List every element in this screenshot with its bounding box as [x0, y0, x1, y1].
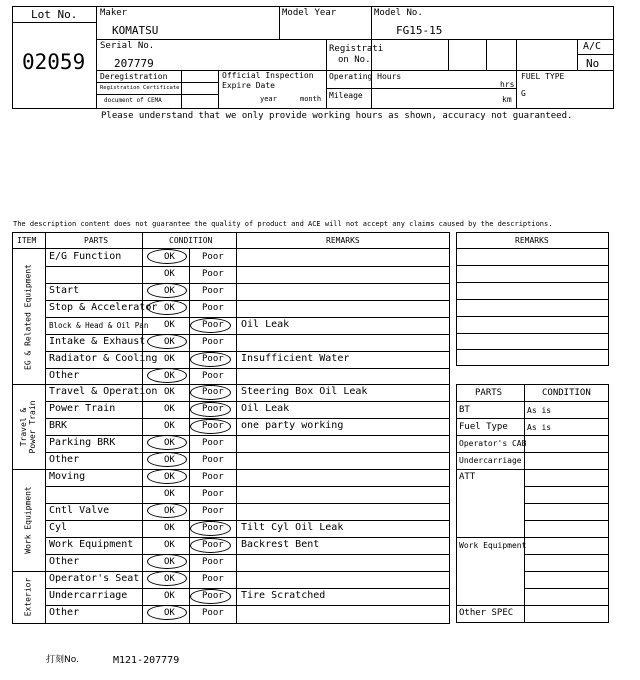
condition-poor: Poor — [202, 438, 224, 448]
description-notice: The description content does not guarantee the quality of product and ACE will not accept any claims caused by the descriptions. — [13, 220, 553, 228]
selected-condition-circle — [147, 368, 187, 383]
side-part-att: ATT — [459, 472, 476, 482]
condition-selector — [142, 486, 236, 502]
header-divider — [96, 70, 613, 71]
condition-ok: OK — [164, 404, 175, 414]
condition-selector — [142, 469, 236, 485]
selected-condition-circle — [190, 538, 231, 553]
condition-selector — [142, 317, 236, 333]
model-year-label: Model Year — [282, 8, 337, 18]
item-header: ITEM — [17, 236, 37, 245]
row-divider — [456, 333, 608, 334]
condition-selector — [142, 368, 236, 384]
row-divider — [45, 503, 449, 504]
side-part-work-equipment: Work Equipment — [459, 541, 527, 550]
row-divider — [45, 435, 449, 436]
condition-poor: Poor — [202, 303, 224, 313]
row-divider — [456, 349, 608, 350]
header-divider — [218, 70, 219, 108]
selected-condition-circle — [147, 435, 187, 450]
deregistration-label: Deregistration — [100, 72, 168, 81]
header-divider — [326, 39, 327, 108]
remark-text: Oil Leak — [241, 319, 290, 330]
row-divider — [456, 299, 608, 300]
row-divider — [45, 537, 449, 538]
condition-selector — [142, 384, 236, 400]
condition-ok: OK — [164, 557, 175, 567]
side-remarks-header: REMARKS — [515, 236, 549, 245]
header-divider — [448, 39, 449, 70]
row-divider — [456, 469, 608, 470]
row-divider — [456, 248, 608, 249]
registration-label: Registrati — [329, 44, 384, 54]
condition-poor: Poor — [202, 455, 224, 465]
selected-condition-circle — [147, 554, 187, 569]
header-divider — [326, 88, 516, 89]
part-name: Travel & Operation — [49, 386, 158, 397]
header-divider — [12, 22, 96, 23]
selected-condition-circle — [190, 352, 231, 367]
condition-poor: Poor — [202, 608, 224, 618]
condition-ok: OK — [164, 472, 175, 482]
registration-certificate-label: Registration Certificate — [100, 85, 180, 91]
parts-header: PARTS — [84, 236, 109, 245]
condition-selector — [142, 452, 236, 468]
remark-text: Tilt Cyl Oil Leak — [241, 522, 344, 533]
part-name: Undercarriage — [49, 590, 128, 601]
condition-ok: OK — [164, 574, 175, 584]
condition-ok: OK — [164, 387, 175, 397]
part-name: Radiator & Cooling — [49, 353, 158, 364]
fuel-type-value: G — [521, 89, 526, 98]
condition-ok: OK — [164, 337, 175, 347]
row-divider — [456, 316, 608, 317]
condition-selector — [142, 520, 236, 536]
side-condition-bt: As is — [527, 406, 552, 415]
condition-ok: OK — [164, 523, 175, 533]
condition-poor: Poor — [202, 404, 224, 414]
row-divider — [45, 401, 449, 402]
part-name: Other — [49, 370, 80, 381]
selected-condition-circle — [190, 385, 231, 400]
stamp-value: M121-207779 — [113, 655, 180, 666]
condition-poor: Poor — [202, 354, 224, 364]
side-part-undercarriage: Undercarriage — [459, 456, 522, 465]
row-divider — [45, 418, 449, 419]
condition-selector — [142, 283, 236, 299]
part-name: Stop & Accelerator — [49, 302, 158, 313]
month-label: month — [300, 95, 322, 103]
condition-poor: Poor — [202, 337, 224, 347]
inspection-label: Official Inspection — [222, 71, 314, 80]
part-name: Moving — [49, 471, 86, 482]
row-divider — [456, 282, 608, 283]
remark-text: Backrest Bent — [241, 539, 320, 550]
maker-label: Maker — [100, 8, 128, 18]
section-label — [13, 469, 43, 571]
section-name: Work Equipment — [23, 486, 33, 554]
condition-ok: OK — [164, 438, 175, 448]
condition-poor: Poor — [202, 320, 224, 330]
mileage-label: Mileage — [329, 91, 363, 100]
row-divider — [456, 265, 608, 266]
header-divider — [96, 39, 613, 40]
selected-condition-circle — [190, 419, 231, 434]
selected-condition-circle — [147, 503, 187, 518]
year-label: year — [260, 95, 277, 103]
condition-selector — [142, 503, 236, 519]
selected-condition-circle — [190, 402, 231, 417]
registration-label: on No. — [338, 55, 371, 65]
selected-condition-circle — [147, 334, 187, 349]
model-no-value: FG15-15 — [396, 24, 443, 37]
selected-condition-circle — [147, 571, 187, 586]
condition-ok: OK — [164, 421, 175, 431]
row-divider — [45, 283, 449, 284]
condition-poor: Poor — [202, 371, 224, 381]
part-name: Other — [49, 454, 80, 465]
row-divider — [456, 401, 608, 402]
condition-ok: OK — [164, 371, 175, 381]
section-name: Travel & Power Train — [19, 400, 37, 453]
condition-poor: Poor — [202, 252, 224, 262]
section-name: EG & Related Equipment — [23, 263, 33, 370]
row-divider — [524, 571, 608, 572]
condition-poor: Poor — [202, 557, 224, 567]
condition-poor: Poor — [202, 523, 224, 533]
maker-value: KOMATSU — [112, 24, 159, 37]
header-divider — [279, 6, 280, 39]
side-part-other-spec: Other SPEC — [459, 608, 514, 618]
selected-condition-circle — [147, 452, 187, 467]
row-divider — [456, 418, 608, 419]
condition-selector — [142, 418, 236, 434]
section-label — [13, 384, 43, 469]
selected-condition-circle — [147, 283, 187, 298]
row-divider — [45, 452, 449, 453]
row-divider — [524, 520, 608, 521]
remark-text: Insufficient Water — [241, 353, 350, 364]
serial-label: Serial No. — [100, 41, 155, 51]
selected-condition-circle — [147, 300, 187, 315]
selected-condition-circle — [147, 249, 187, 264]
condition-ok: OK — [164, 608, 175, 618]
part-name: Intake & Exhaust — [49, 336, 146, 347]
row-divider — [45, 368, 449, 369]
lot-label: Lot No. — [31, 8, 78, 21]
row-divider — [45, 486, 449, 487]
section-name: Exterior — [23, 577, 33, 616]
condition-poor: Poor — [202, 574, 224, 584]
row-divider — [456, 452, 608, 453]
part-name: Work Equipment — [49, 539, 134, 550]
row-divider — [524, 554, 608, 555]
row-divider — [45, 588, 449, 589]
condition-selector — [142, 351, 236, 367]
side-part-bt: BT — [459, 405, 470, 415]
condition-poor: Poor — [202, 269, 224, 279]
header-divider — [486, 39, 487, 70]
header-divider — [96, 82, 218, 83]
equipment-condition-header: CONDITION — [542, 388, 591, 398]
condition-ok: OK — [164, 489, 175, 499]
selected-condition-circle — [190, 589, 231, 604]
part-name: BRK — [49, 420, 68, 431]
part-name: Operator's Seat — [49, 573, 140, 584]
condition-selector — [142, 334, 236, 350]
header-divider — [516, 39, 517, 108]
condition-ok: OK — [164, 286, 175, 296]
header-divider — [96, 94, 218, 95]
row-divider — [45, 334, 449, 335]
condition-poor: Poor — [202, 387, 224, 397]
condition-ok: OK — [164, 320, 175, 330]
operating-hours-label: Operating Hours — [329, 72, 402, 81]
condition-poor: Poor — [202, 286, 224, 296]
condition-selector — [142, 435, 236, 451]
row-divider — [456, 435, 608, 436]
part-name: Other — [49, 556, 80, 567]
condition-poor: Poor — [202, 591, 224, 601]
condition-selector — [142, 537, 236, 553]
column-divider — [236, 232, 237, 623]
cema-label: document of CEMA — [104, 97, 162, 104]
condition-selector — [142, 300, 236, 316]
hrs-unit: hrs — [500, 80, 515, 89]
part-name: Cntl Valve — [49, 505, 110, 516]
selected-condition-circle — [190, 521, 231, 536]
row-divider — [45, 351, 449, 352]
side-condition-fuel-type: As is — [527, 423, 552, 432]
condition-ok: OK — [164, 591, 175, 601]
remark-text: one party working — [241, 420, 344, 431]
condition-ok: OK — [164, 455, 175, 465]
section-label — [13, 249, 43, 384]
header-divider — [371, 6, 372, 108]
row-divider — [524, 588, 608, 589]
condition-poor: Poor — [202, 472, 224, 482]
row-divider — [45, 300, 449, 301]
row-divider — [45, 266, 449, 267]
lot-number: 02059 — [22, 50, 86, 74]
condition-selector — [142, 588, 236, 604]
side-part-fuel-type: Fuel Type — [459, 422, 508, 432]
part-name: Start — [49, 285, 80, 296]
row-divider — [45, 605, 449, 606]
part-name: E/G Function — [49, 251, 122, 262]
condition-ok: OK — [164, 252, 175, 262]
condition-ok: OK — [164, 354, 175, 364]
remarks-header: REMARKS — [326, 236, 360, 245]
part-name: Block & Head & Oil Pan — [49, 321, 149, 330]
remark-text: Steering Box Oil Leak — [241, 386, 368, 397]
header-divider — [577, 54, 613, 55]
section-label — [13, 571, 43, 622]
row-divider — [456, 605, 608, 606]
part-name: Cyl — [49, 522, 68, 533]
condition-selector — [142, 249, 236, 265]
row-divider — [456, 537, 608, 538]
part-name: Parking BRK — [49, 437, 116, 448]
model-no-label: Model No. — [374, 8, 423, 18]
condition-ok: OK — [164, 269, 175, 279]
condition-ok: OK — [164, 540, 175, 550]
row-divider — [45, 554, 449, 555]
condition-selector — [142, 605, 236, 621]
condition-poor: Poor — [202, 540, 224, 550]
condition-ok: OK — [164, 506, 175, 516]
condition-selector — [142, 571, 236, 587]
row-divider — [524, 503, 608, 504]
header-divider — [181, 70, 182, 108]
ac-label: A/C — [583, 41, 602, 52]
part-name: Power Train — [49, 403, 116, 414]
condition-header: CONDITION — [169, 236, 213, 245]
column-divider — [45, 232, 46, 623]
remark-text: Tire Scratched — [241, 590, 326, 601]
selected-condition-circle — [147, 469, 187, 484]
hours-notice: Please understand that we only provide working hours as shown, accuracy not guaranteed. — [101, 111, 573, 121]
equipment-parts-header: PARTS — [475, 388, 503, 398]
row-divider — [45, 520, 449, 521]
serial-value: 207779 — [114, 57, 154, 70]
header-divider — [96, 6, 97, 108]
condition-poor: Poor — [202, 421, 224, 431]
side-part-operator-cab: Operator's CAB — [459, 439, 527, 448]
inspection-label: Expire Date — [222, 81, 275, 90]
condition-poor: Poor — [202, 506, 224, 516]
condition-selector — [142, 266, 236, 282]
condition-selector — [142, 554, 236, 570]
stamp-label: 打刻No. — [46, 655, 79, 665]
row-divider — [524, 486, 608, 487]
remark-text: Oil Leak — [241, 403, 290, 414]
part-name: Other — [49, 607, 80, 618]
fuel-type-label: FUEL TYPE — [521, 72, 565, 81]
row-divider — [45, 317, 449, 318]
ac-value: No — [586, 57, 600, 70]
km-unit: km — [502, 95, 512, 104]
condition-selector — [142, 401, 236, 417]
condition-poor: Poor — [202, 489, 224, 499]
condition-ok: OK — [164, 303, 175, 313]
selected-condition-circle — [190, 318, 231, 333]
selected-condition-circle — [147, 605, 187, 620]
